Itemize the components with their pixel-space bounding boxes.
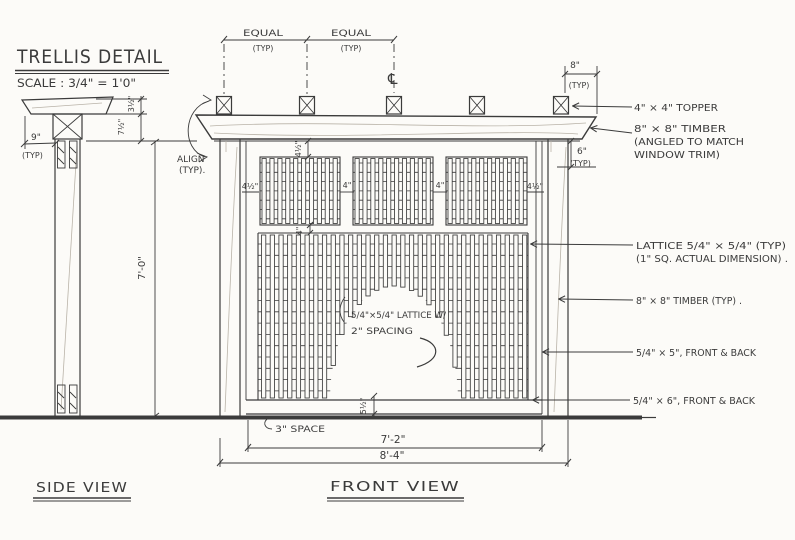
- scale-note: SCALE : 3/4" = 1'0": [17, 76, 136, 90]
- front-beam: [196, 115, 596, 139]
- note-front-back-6: 5/4" × 6", FRONT & BACK: [633, 396, 756, 407]
- dim-side-overhang-label: 9": [31, 133, 41, 143]
- note-topper: 4" × 4" TOPPER: [634, 103, 719, 114]
- side-beam-end: [53, 114, 82, 139]
- note-front-back-5: 5/4" × 5", FRONT & BACK: [636, 348, 757, 359]
- wood-grain: [214, 133, 578, 136]
- dim-6-label: 6": [577, 147, 587, 157]
- topper-blocks: [217, 97, 569, 115]
- wood-grain: [210, 123, 586, 126]
- side-lattice-ends-bottom: [58, 385, 78, 413]
- dim-bottom: [217, 418, 571, 467]
- dim-side-heights: [86, 96, 197, 144]
- dim-inner-width-label: 7'-2": [380, 434, 406, 446]
- leader-lattice: [531, 244, 633, 245]
- front-post-right: [548, 139, 568, 416]
- note-lattice-1: LATTICE 5/4" × 5/4" (TYP): [636, 241, 787, 252]
- dim-gap-1: 4": [342, 181, 352, 190]
- note-lattice-2: (1" SQ. ACTUAL DIMENSION) .: [636, 254, 788, 265]
- center-note-line2: 2" SPACING: [351, 327, 414, 337]
- dim-rail-height-label: 5½": [359, 397, 368, 415]
- note-timber-typ: 8" × 8" TIMBER (TYP) .: [636, 296, 742, 307]
- wood-grain: [32, 103, 102, 108]
- side-lattice-ends-top: [58, 141, 78, 168]
- space-note-label: 3" SPACE: [275, 425, 326, 435]
- dim-equal-spacing: [221, 29, 398, 95]
- dim-8-typ: (TYP): [568, 81, 590, 90]
- leader-topper: [573, 106, 632, 107]
- front-view-label: FRONT VIEW: [330, 479, 460, 495]
- leader-timber-typ: [559, 299, 633, 300]
- page-title: TRELLIS DETAIL: [16, 46, 164, 68]
- note-timber-3: WINDOW TRIM): [634, 150, 721, 161]
- upper-lattice-band: [260, 157, 527, 225]
- side-view: [21, 96, 197, 501]
- dim-8-label: 8": [570, 61, 580, 71]
- centerline-symbol: ℄: [388, 70, 398, 88]
- dim-below-beam: [557, 138, 596, 170]
- equal-label-2: EQUAL: [331, 29, 371, 39]
- note-timber-1: 8" × 8" TIMBER: [634, 124, 727, 135]
- dim-gap-left: 4½": [241, 182, 259, 191]
- align-annotation: [177, 95, 211, 176]
- dim-gap-right: 4½": [526, 182, 544, 191]
- space-note-curl: [265, 418, 272, 429]
- side-post: [55, 139, 80, 416]
- equal-typ-1: (TYP): [252, 44, 274, 53]
- title-block: [15, 46, 169, 90]
- equal-label-1: EQUAL: [243, 29, 283, 39]
- dim-6-typ: (TYP): [570, 159, 591, 168]
- dim-topper-height-label: 3½": [127, 95, 136, 113]
- align-arrowhead-top: [202, 95, 211, 104]
- side-view-label: SIDE VIEW: [36, 480, 128, 496]
- dim-beam-to-panel-label: 4½": [294, 140, 303, 158]
- bottom-rail: [246, 397, 542, 415]
- dim-gap-2: 4": [435, 181, 445, 190]
- dim-band-to-field: [295, 222, 313, 236]
- dim-beam-height-label: 7½": [117, 118, 126, 136]
- dim-outer-width-label: 8'-4": [379, 450, 405, 462]
- front-view: [196, 29, 600, 417]
- leader-timber: [591, 128, 632, 133]
- dim-band-to-field-label: 4": [295, 226, 304, 236]
- center-note-line1: 5/4"×5/4" LATTICE W/: [351, 311, 447, 321]
- note-timber-2: (ANGLED TO MATCH: [634, 137, 744, 148]
- front-post-left: [220, 139, 240, 416]
- dim-post-height: [137, 139, 159, 419]
- note-align-1: ALIGN: [177, 155, 205, 165]
- dim-side-overhang-typ: (TYP): [22, 151, 43, 160]
- note-align-2: (TYP).: [179, 166, 206, 176]
- equal-typ-2: (TYP): [340, 44, 362, 53]
- dim-post-height-label: 7'-0": [137, 256, 148, 280]
- right-annotations: [531, 103, 788, 407]
